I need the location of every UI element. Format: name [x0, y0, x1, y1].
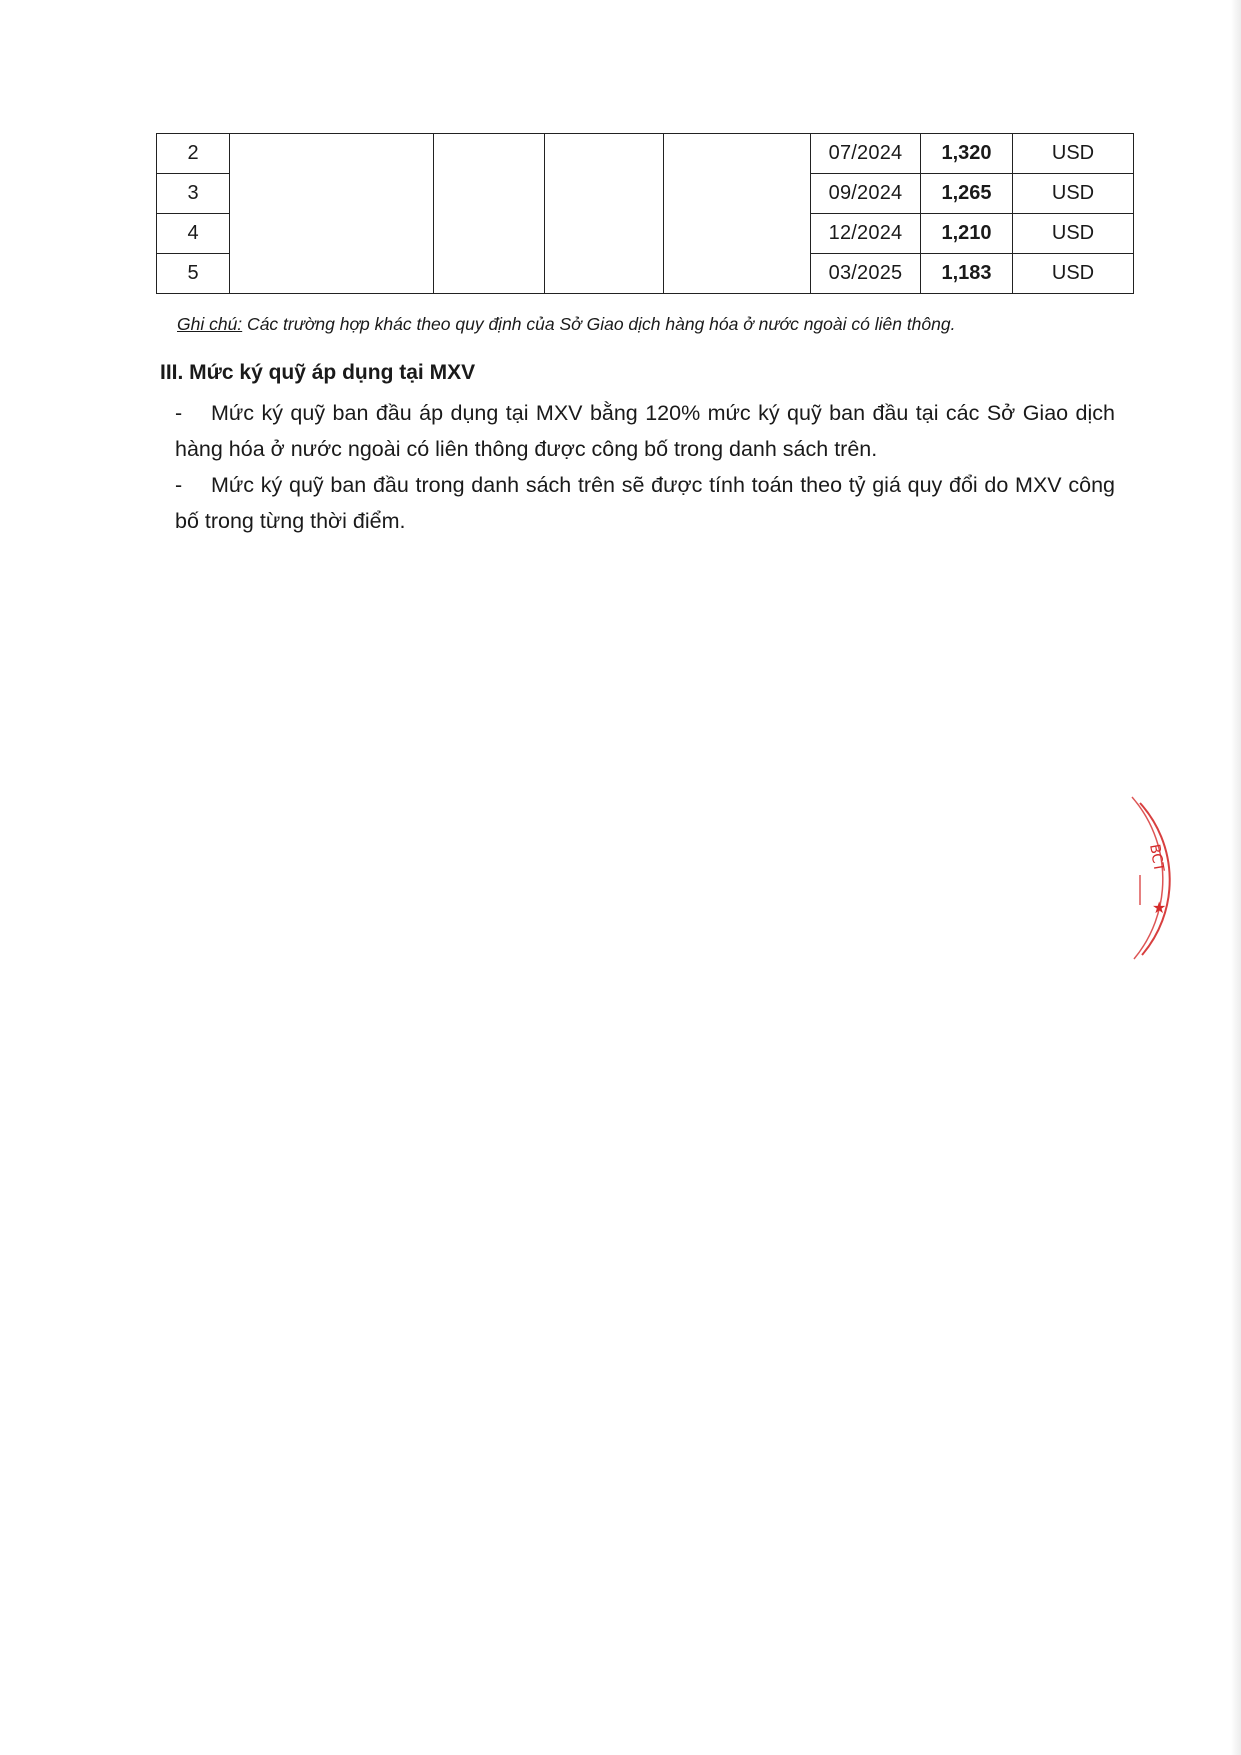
- paragraph-text: Mức ký quỹ ban đầu áp dụng tại MXV bằng 120% mức ký quỹ ban đầu tại các Sở Giao dịch hàng hóa ở nước ngoài có liên thông được công bố trong danh sách trên.: [175, 401, 1115, 461]
- month-cell: 09/2024: [811, 174, 921, 214]
- margin-table: [156, 133, 1134, 294]
- bullet-dash: -: [175, 473, 183, 497]
- margin-value-cell: 1,265: [921, 174, 1013, 214]
- currency-cell: USD: [1013, 174, 1134, 214]
- margin-value-cell: 1,320: [921, 134, 1013, 174]
- table-note: [177, 314, 955, 335]
- merged-cell: [664, 134, 811, 294]
- margin-value-cell: 1,210: [921, 214, 1013, 254]
- merged-cell: [230, 134, 434, 294]
- official-seal-stamp: [1130, 795, 1241, 965]
- table-row: [157, 134, 1134, 174]
- currency-cell: USD: [1013, 214, 1134, 254]
- merged-cell: [545, 134, 664, 294]
- row-number-cell: 5: [157, 254, 230, 294]
- note-label: Ghi chú:: [177, 314, 243, 334]
- month-cell: 03/2025: [811, 254, 921, 294]
- stamp-star-icon: ★: [1152, 898, 1167, 917]
- section-heading: III. Mức ký quỹ áp dụng tại MXV: [160, 361, 476, 384]
- currency-cell: USD: [1013, 254, 1134, 294]
- month-cell: 12/2024: [811, 214, 921, 254]
- margin-value-cell: 1,183: [921, 254, 1013, 294]
- bullet-dash: -: [175, 401, 183, 425]
- month-cell: 07/2024: [811, 134, 921, 174]
- row-number-cell: 4: [157, 214, 230, 254]
- note-text: Các trường hợp khác theo quy định của Sở Giao dịch hàng hóa ở nước ngoài có liên thông.: [242, 314, 956, 334]
- currency-cell: USD: [1013, 134, 1134, 174]
- stamp-text: BCT: [1146, 842, 1167, 873]
- row-number-cell: 2: [157, 134, 230, 174]
- merged-cell: [434, 134, 545, 294]
- bullet-paragraph: [175, 395, 1115, 467]
- paragraph-text: Mức ký quỹ ban đầu trong danh sách trên sẽ được tính toán theo tỷ giá quy đổi do MXV công bố trong từng thời điểm.: [175, 473, 1115, 533]
- bullet-paragraph: [175, 467, 1115, 539]
- row-number-cell: 3: [157, 174, 230, 214]
